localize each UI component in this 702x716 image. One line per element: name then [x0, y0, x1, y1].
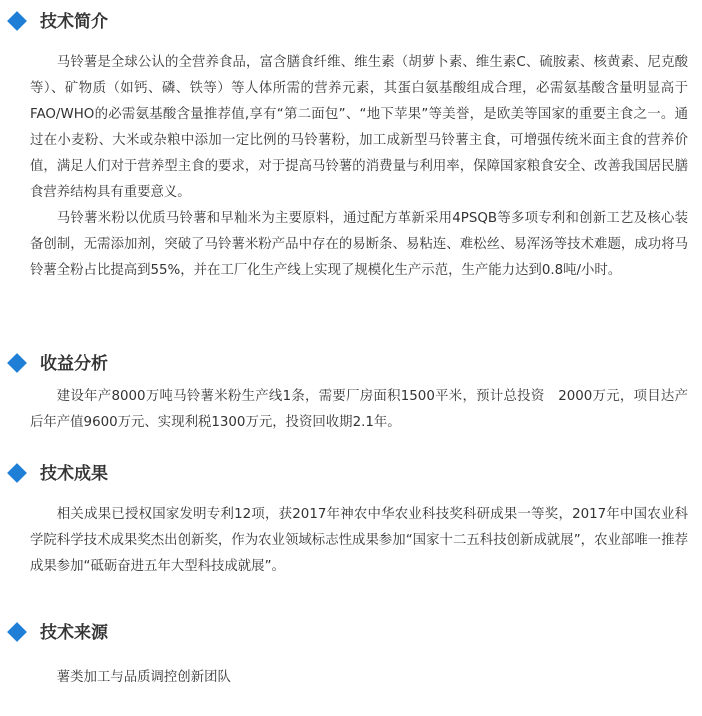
diamond-bullet-icon [7, 353, 27, 373]
section-heading [0, 10, 702, 34]
diamond-bullet-icon [7, 463, 27, 483]
diamond-bullet-icon [7, 11, 27, 31]
section-heading [0, 621, 702, 645]
section-heading [0, 462, 702, 486]
paragraph: 建设年产8000万吨马铃薯米粉生产线1条，需要厂房面积1500平米，预计总投资 2000万元，项目达产后年产值9600万元、实现利税1300万元，投资回收期2.1年。 [30, 389, 688, 430]
paragraph: 薯类加工与品质调控创新团队 [56, 670, 231, 685]
diamond-bullet-icon [7, 622, 27, 642]
section-benefit-analysis [0, 352, 702, 436]
section-title: 收益分析 [40, 354, 108, 374]
section-title: 技术简介 [40, 12, 108, 32]
paragraph: 相关成果已授权国家发明专利12项，获2017年神农中华农业科技奖科研成果一等奖，2017年中国农业科学院科学技术成果奖杰出创新奖，作为农业领域标志性成果参加“国家十二五科技创新成就展”，农业部唯一推荐成果参加“砥砺奋进五年大型科技成就展”。 [30, 507, 688, 574]
section-heading [0, 352, 702, 376]
paragraph: 马铃薯是全球公认的全营养食品，富含膳食纤维、维生素（胡萝卜素、维生素C、硫胺素、核黄素、尼克酸等）、矿物质（如钙、磷、铁等）等人体所需的营养元素，其蛋白氨基酸组成合理，必需氨基酸含量明显高于FAO/WHO的必需氨基酸含量推荐值,享有“第二面包”、“地下苹果”等美誉，是欧美等国家的重要主食之一。通过在小麦粉、大米或杂粮中添加一定比例的马铃薯粉，加工成新型马铃薯主食，可增强传统米面主食的营养价值，满足人们对于营养型主食的要求，对于提高马铃薯的消费量与利用率，保障国家粮食安全、改善我国居民膳食营养结构具有重要意义。 [30, 55, 688, 200]
section-title: 技术来源 [40, 623, 108, 643]
section-tech-source [0, 621, 702, 691]
section-tech-intro [0, 10, 702, 284]
paragraph: 马铃薯米粉以优质马铃薯和早籼米为主要原料，通过配方革新采用4PSQB等多项专利和创新工艺及核心装备创制，无需添加剂，突破了马铃薯米粉产品中存在的易断条、易粘连、难松丝、易浑汤等技术难题，成功将马铃薯全粉占比提高到55%，并在工厂化生产线上实现了规模化生产示范，生产能力达到0.8吨/小时。 [30, 211, 688, 278]
section-title: 技术成果 [40, 464, 108, 484]
section-tech-achievements [0, 462, 702, 580]
